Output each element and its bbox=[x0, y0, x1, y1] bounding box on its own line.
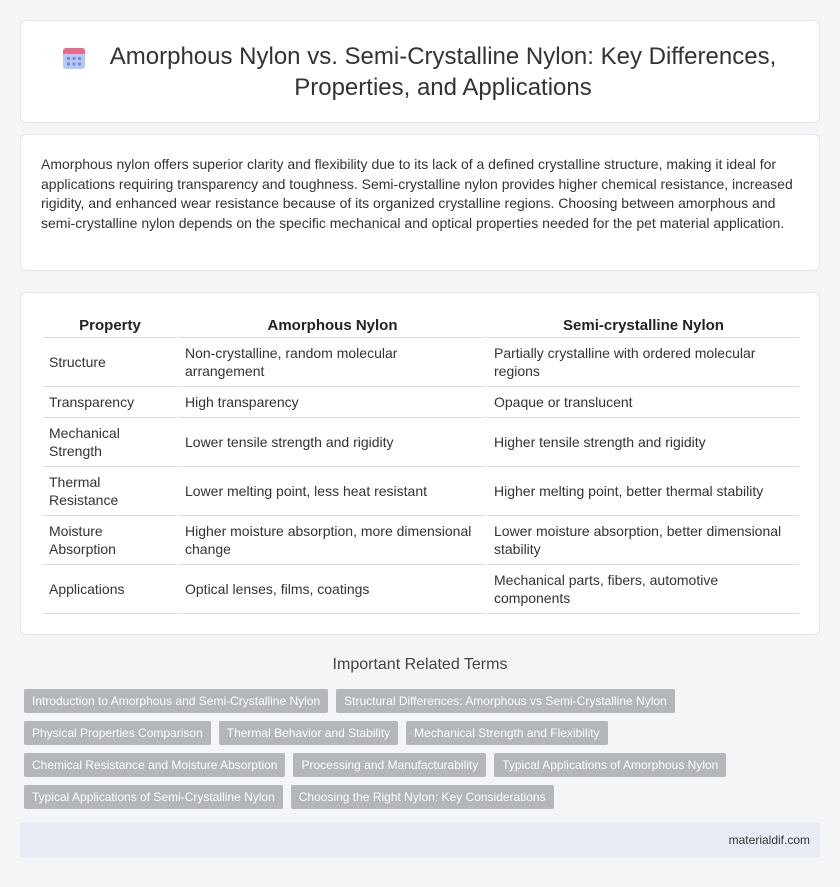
footer bbox=[20, 823, 820, 857]
related-term-tag[interactable]: Structural Differences: Amorphous vs Semi-Crystalline Nylon bbox=[336, 689, 675, 713]
related-term-tag[interactable]: Mechanical Strength and Flexibility bbox=[406, 721, 607, 745]
header-semi-crystalline: Semi-crystalline Nylon bbox=[487, 313, 799, 337]
intro-card bbox=[20, 134, 820, 271]
table-cell: Non-crystalline, random molecular arrangement bbox=[178, 337, 487, 386]
table-cell: Moisture Absorption bbox=[43, 515, 178, 564]
table-cell: Mechanical parts, fibers, automotive components bbox=[487, 564, 799, 613]
table-row bbox=[43, 564, 799, 613]
table-cell: Lower tensile strength and rigidity bbox=[178, 417, 487, 466]
footer-site[interactable]: materialdif.com bbox=[728, 833, 810, 847]
table-cell: Higher moisture absorption, more dimensional change bbox=[178, 515, 487, 564]
related-term-tag[interactable]: Introduction to Amorphous and Semi-Crystalline Nylon bbox=[24, 689, 328, 713]
table-cell: Opaque or translucent bbox=[487, 386, 799, 417]
calendar-grid-icon bbox=[61, 45, 87, 71]
table-row bbox=[43, 466, 799, 515]
table-cell: Structure bbox=[43, 337, 178, 386]
table-cell: Optical lenses, films, coatings bbox=[178, 564, 487, 613]
table-cell: Higher tensile strength and rigidity bbox=[487, 417, 799, 466]
table-cell: High transparency bbox=[178, 386, 487, 417]
related-term-tag[interactable]: Thermal Behavior and Stability bbox=[219, 721, 398, 745]
comparison-table-card bbox=[20, 292, 820, 635]
related-terms-list bbox=[24, 689, 824, 817]
table-row bbox=[43, 417, 799, 466]
header-amorphous: Amorphous Nylon bbox=[178, 313, 487, 337]
related-term-tag[interactable]: Processing and Manufacturability bbox=[293, 753, 486, 777]
related-term-tag[interactable]: Typical Applications of Semi-Crystalline Nylon bbox=[24, 785, 283, 809]
related-term-tag[interactable]: Typical Applications of Amorphous Nylon bbox=[494, 753, 726, 777]
table-row bbox=[43, 337, 799, 386]
comparison-table bbox=[43, 313, 799, 614]
table-header-row bbox=[43, 313, 799, 337]
related-term-tag[interactable]: Chemical Resistance and Moisture Absorption bbox=[24, 753, 285, 777]
related-terms-title: Important Related Terms bbox=[332, 656, 508, 673]
table-cell: Lower moisture absorption, better dimensional stability bbox=[487, 515, 799, 564]
table-row bbox=[43, 386, 799, 417]
table-row bbox=[43, 515, 799, 564]
table-cell: Transparency bbox=[43, 386, 178, 417]
table-cell: Lower melting point, less heat resistant bbox=[178, 466, 487, 515]
intro-text: Amorphous nylon offers superior clarity and flexibility due to its lack of a defined crystalline structure, making it ideal for applications requiring transparency and toughness. Semi-crystalline nylon provides higher chemical resistance, increased rigidity, and enhanced wear resistance because of its organized crystalline regions. Choosing between amorphous and semi-crystalline nylon depends on the specific mechanical and optical properties needed for the pet material application. bbox=[41, 156, 793, 231]
related-term-tag[interactable]: Choosing the Right Nylon: Key Considerations bbox=[291, 785, 554, 809]
table-cell: Partially crystalline with ordered molecular regions bbox=[487, 337, 799, 386]
table-cell: Thermal Resistance bbox=[43, 466, 178, 515]
page-title: Amorphous Nylon vs. Semi-Crystalline Nylon: Key Differences, Properties, and Applications bbox=[109, 42, 777, 101]
table-cell: Higher melting point, better thermal stability bbox=[487, 466, 799, 515]
header-card bbox=[20, 20, 820, 123]
related-term-tag[interactable]: Physical Properties Comparison bbox=[24, 721, 211, 745]
table-cell: Applications bbox=[43, 564, 178, 613]
header-property: Property bbox=[43, 313, 178, 337]
table-cell: Mechanical Strength bbox=[43, 417, 178, 466]
